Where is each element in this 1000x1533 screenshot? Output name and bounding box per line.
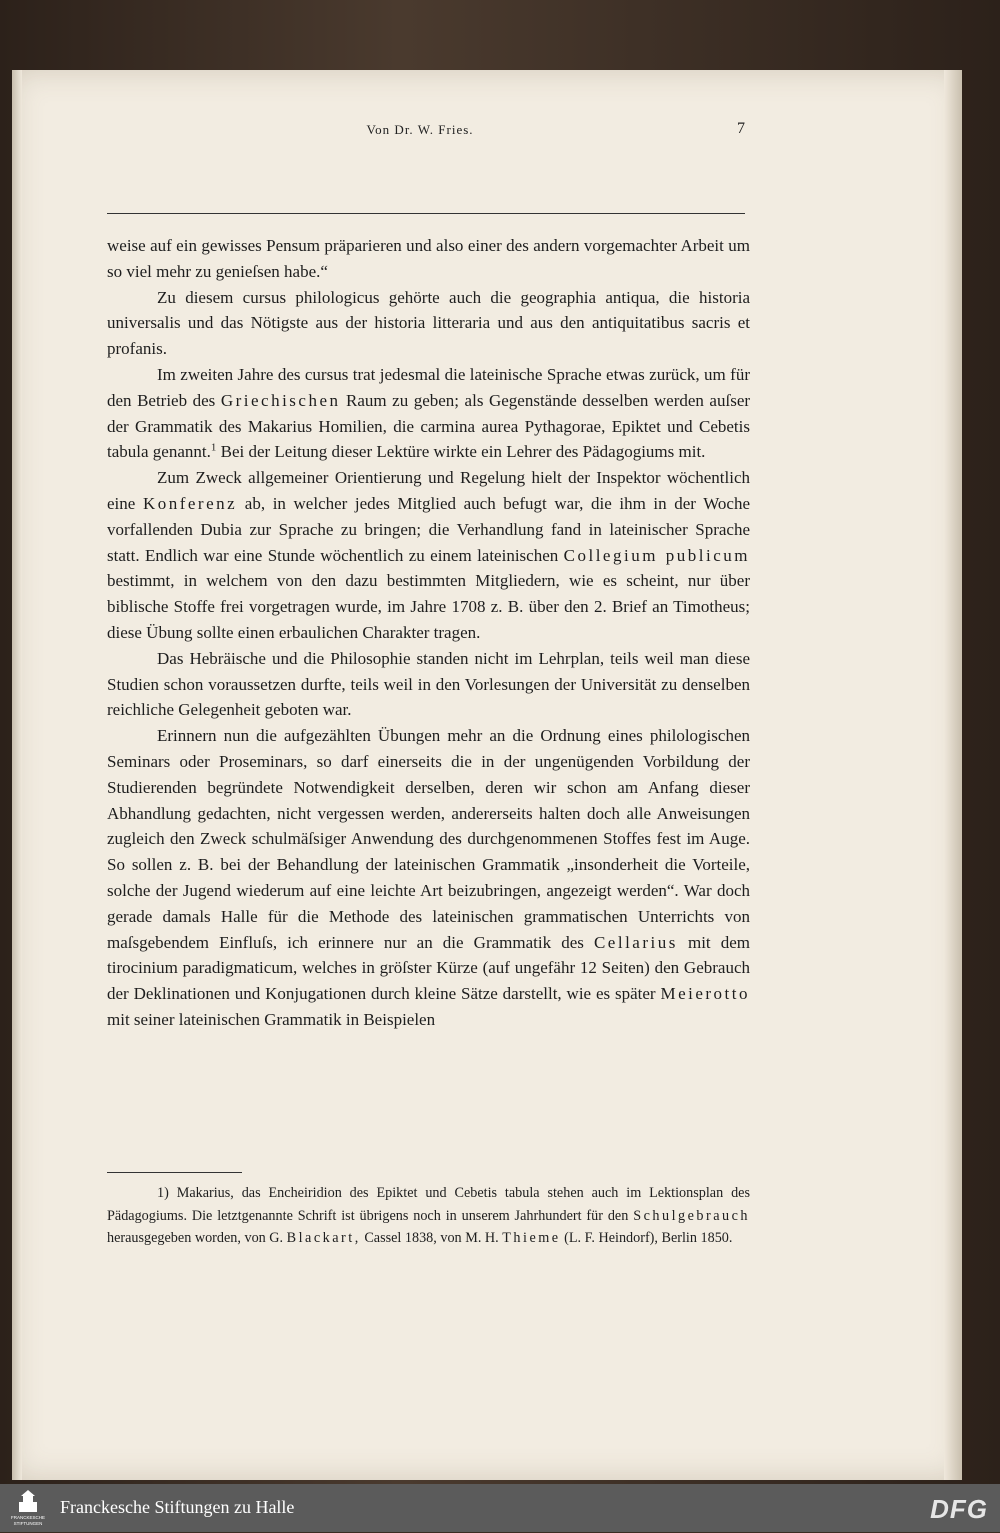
page-edge	[944, 70, 962, 1480]
spaced-term-blackart: Blackart,	[286, 1230, 361, 1246]
paragraph-4-text-c: ab, in welcher jedes Mitglied auch befugt war, die ihm in der Woche vorfallenden Dubia zur Sprache zu bringen; die Verhandlung fand in lateinischer Sprache statt. Endlich war eine Stunde wöchentlich zu einem lateinischen	[107, 493, 751, 565]
running-title: Von Dr. W. Fries.	[366, 122, 474, 137]
footnote-marker: 1	[210, 441, 217, 454]
footnote	[107, 1182, 750, 1250]
spaced-term-collegium-publicum: Collegium publicum	[563, 545, 750, 565]
footnote-text-a: 1) Makarius, das Encheiridion des Epiktet und Cebetis tabula stehen auch im Lektionsplan des Pädagogiums. Die letztgenannte Schrift ist übrigens noch in unserem Jahrhundert für den	[107, 1185, 750, 1224]
franckesche-stiftungen-logo-icon[interactable]	[8, 1488, 48, 1528]
paragraph-4-text-e: bestimmt, in welchem von den dazu bestimmten Mitgliedern, wie es scheint, nur über biblische Stoffe frei vorgetragen wurde, im Jahre 1708 z. B. über den 2. Brief an Timotheus; diese Übung sollte einen erbaulichen Charakter tragen.	[107, 571, 750, 642]
paragraph-1: weise auf ein gewisses Pensum präparieren und also einer des andern vorgemachter Arbeit um so viel mehr zu genieſsen habe.“	[107, 236, 750, 281]
spaced-term-thieme: Thieme	[502, 1230, 561, 1246]
spaced-term-schulgebrauch: Schulgebrauch	[633, 1207, 751, 1224]
paragraph-6-text-c: mit dem tirocinium paradigmaticum, welches in gröſster Kürze (auf ungefähr 12 Seiten) den Gebrauch der Deklinationen und Konjugationen durch kleine Sätze darstellt, wie es später	[107, 932, 751, 1004]
running-header	[95, 120, 745, 144]
footnote-text-e: Cassel 1838, von M. H.	[364, 1230, 499, 1246]
spaced-term-meierotto: Meierotto	[660, 984, 751, 1004]
paragraph-2: Zu diesem cursus philologicus gehörte auch die geographia antiqua, die historia universalis und das Nötigste aus der historia litteraria und aus den antiquitatibus sacris et profanis.	[107, 287, 750, 359]
page-number: 7	[737, 120, 745, 137]
spaced-term-konferenz: Konferenz	[142, 493, 238, 513]
paragraph-3-text-d: Bei der Leitung dieser Lektüre wirkte ein Lehrer des Pädagogiums mit.	[220, 442, 706, 462]
logo-caption-2: STIFTUNGEN	[13, 1521, 43, 1526]
footnote-text-g: (L. F. Heindorf), Berlin 1850.	[564, 1230, 733, 1246]
footnote-1	[107, 1182, 750, 1250]
footnote-text-c: herausgegeben worden, von G.	[107, 1230, 284, 1246]
spaced-term-griechischen: Griechischen	[220, 390, 341, 410]
paragraph-3-text-c: Raum zu geben; als Gegenstände desselben werden auſser der Grammatik des Makarius Homilien, die carmina aurea Pythagorae, Epiktet und Cebetis tabula genannt.	[107, 390, 751, 462]
paragraph-6	[107, 723, 750, 1033]
dfg-logo[interactable]: DFG	[930, 1494, 988, 1524]
spaced-term-cellarius: Cellarius	[593, 932, 678, 952]
paragraph-3-text-a: Im zweiten Jahre des cursus trat jedesmal die lateinische Sprache etwas zurück, um für den Betrieb des	[107, 364, 750, 410]
viewer-footer-bar	[0, 1484, 1000, 1532]
logo-caption: FRANCKESCHE	[10, 1515, 46, 1520]
header-rule	[107, 213, 745, 214]
page-gutter	[12, 70, 22, 1480]
footnote-rule	[107, 1172, 242, 1173]
institution-name[interactable]: Franckesche Stiftungen zu Halle	[60, 1497, 295, 1517]
paragraph-4	[107, 465, 750, 646]
paragraph-6-text-e: mit seiner lateinischen Grammatik in Beispielen	[107, 1009, 436, 1029]
paragraph-5: Das Hebräische und die Philosophie standen nicht im Lehrplan, teils weil man diese Studien schon voraussetzen durfte, teils weil in den Vorlesungen der Universität zu denselben reichliche Gelegenheit geboten war.	[107, 648, 750, 720]
body-text	[107, 233, 750, 1033]
paragraph-4-text-a: Zum Zweck allgemeiner Orientierung und Regelung hielt der Inspektor wöchentlich eine	[107, 468, 750, 513]
paragraph-6-text-a: Erinnern nun die aufgezählten Übungen mehr an die Ordnung eines philologischen Seminars oder Proseminars, so darf einerseits die in der ungenügenden Vorbildung der Studierenden begründete Notwendigkeit derselben, deren wir schon am Anfang dieser Abhandlung gedachten, nicht vergessen werden, andererseits halten doch alle Anweisungen zugleich den Zweck schulmäſsiger Anwendung des durchgenommenen Stoffes fest im Auge. So sollen z. B. bei der Behandlung der lateinischen Grammatik „insonderheit die Vorteile, solche der Jugend wiederum auf eine leichte Art beizubringen, angezeigt werden“. War doch gerade damals Halle für die Methode des lateinischen grammatischen Unterrichts von maſsgebendem Einfluſs, ich erinnere nur an die Grammatik des	[107, 726, 750, 952]
paragraph-3	[107, 362, 750, 465]
